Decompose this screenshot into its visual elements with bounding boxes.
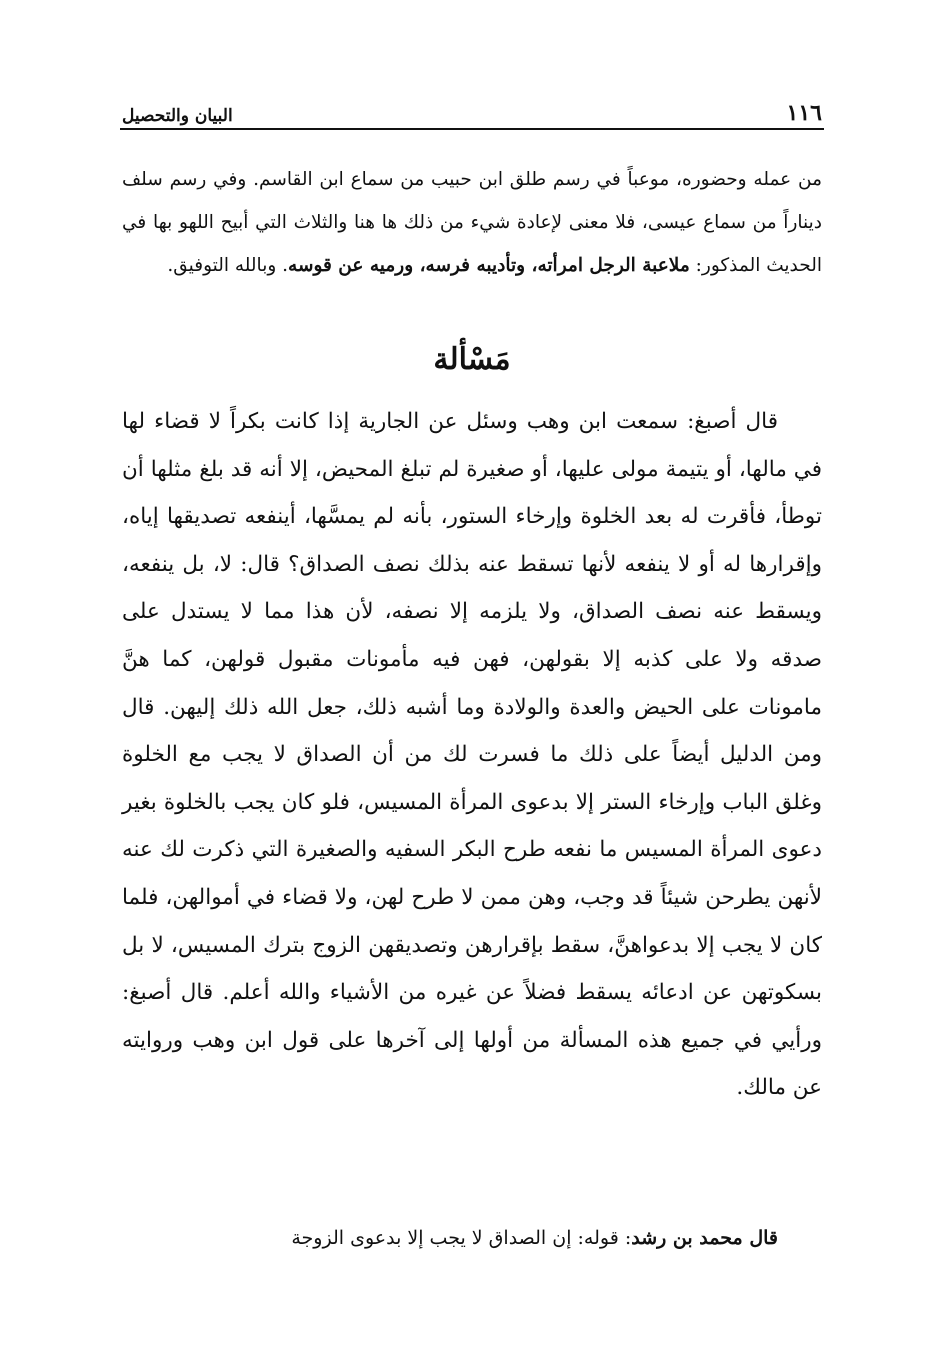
page-number: ١١٦ [786,100,822,126]
previous-bold-phrase: ملاعبة الرجل امرأته، وتأديبه فرسه، ورميه عن قوسه [288,255,690,276]
body-paragraph: قال أصبغ: سمعت ابن وهب وسئل عن الجارية إذا كانت بكراً لا قضاء لها في مالها، أو يتيمة مولى عليها، أو صغيرة لم تبلغ المحيض، إلا أنه قد بلغ مثلها أن توطأ، فأقرت له بعد الخلوة وإرخاء الستور، بأنه لم يمسَّها، أينفعه تصديقها إياه، وإقرارها له أو لا ينفعه لأنها تسقط عنه بذلك نصف الصداق؟ قال: لا، بل ينفعه، ويسقط عنه نصف الصداق، ولا يلزمه إلا نصفه، لأن هذا مما لا يستدل على صدقه ولا على كذبه إلا بقولهن، فهن فيه مأمونات مقبول قولهن، كما هنَّ مامونات على الحيض والعدة والولادة وما أشبه ذلك، جعل الله ذلك إليهن. قال ومن الدليل أيضاً على ذلك ما فسرت لك من أن الصداق لا يجب مع الخلوة وغلق الباب وإرخاء الستر إلا بدعوى المرأة المسيس، فلو كان يجب بالخلوة بغير دعوى المرأة المسيس ما نفعه طرح البكر السفيه والصغيرة التي ذكرت لك عنه لأنهن يطرحن شيئاً قد وجب، وهن ممن لا طرح لهن، ولا قضاء في أموالهن، فلما كان لا يجب إلا بدعواهنَّ، سقط بإقرارهن وتصديقهن الزوج بترك المسيس، لا بل بسكوتهن عن ادعائه يسقط فضلاً عن غيره من الأشياء والله أعلم. قال أصبغ: ورأيي في جميع هذه المسألة من أولها إلى آخرها على قول ابن وهب وروايته عن مالك. [122,409,823,1101]
previous-text-2: . وبالله التوفيق. [167,255,289,276]
section-heading: مَسْألة [433,342,511,377]
previous-text-1: من عمله وحضوره، موعباً في رسم طلق ابن حبيب من سماع ابن القاسم. وفي رسم سلف ديناراً من سماع عيسى، فلا معنى لإعادة شيء من ذلك ها هنا والثلاث التي أبيح اللهو بها في الحديث المذكور: [122,169,822,276]
commentary-speaker: قال محمد بن رشد [631,1227,778,1249]
commentary-text: : قوله: إن الصداق لا يجب إلا بدعوى الزوجة [291,1227,632,1249]
header-rule [120,128,824,130]
page-header [122,92,822,126]
commentary-paragraph [122,1216,822,1260]
previous-section-paragraph [122,158,822,287]
running-title: البيان والتحصيل [122,106,233,126]
